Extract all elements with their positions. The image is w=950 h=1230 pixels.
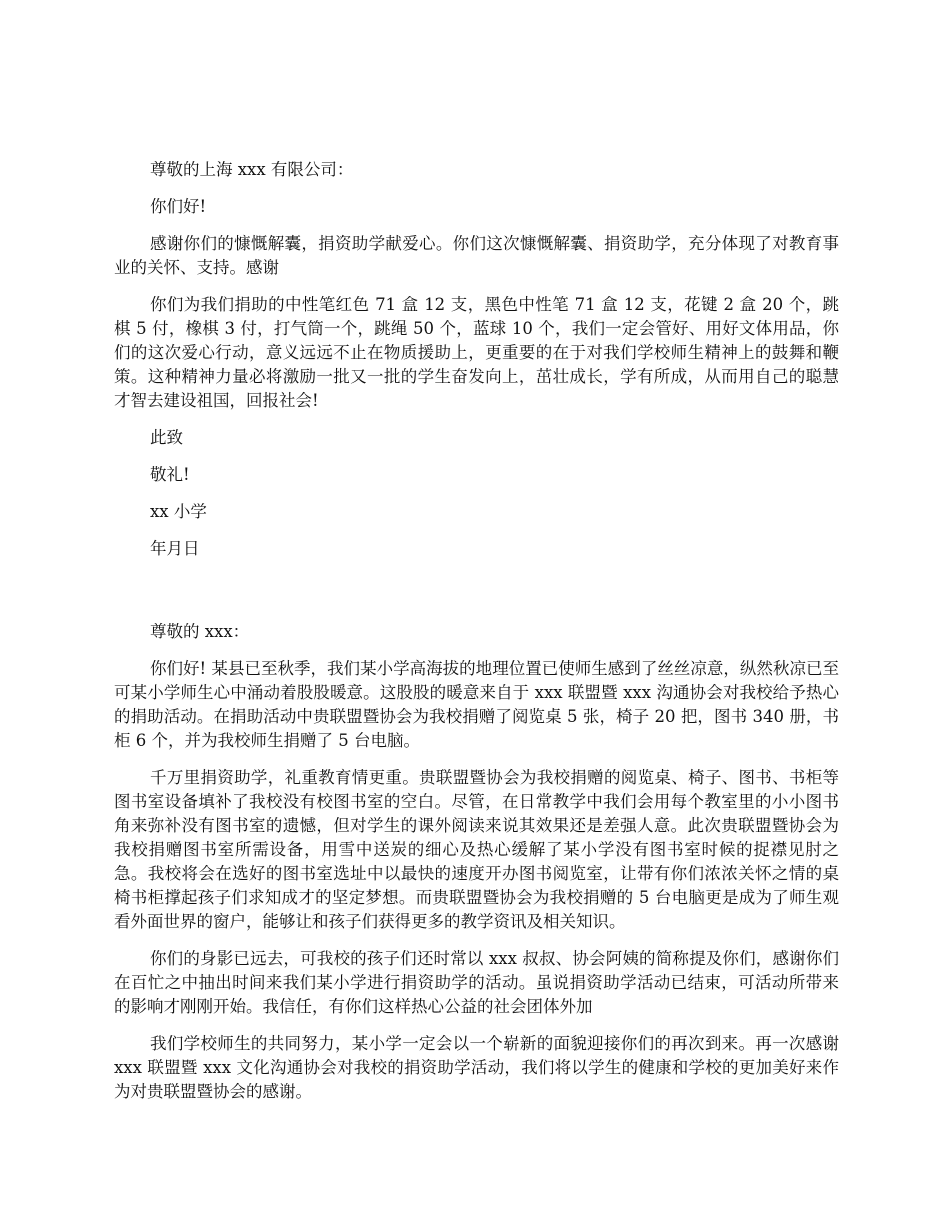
letter-1-date: 年月日 (150, 539, 200, 558)
letter-1-salutation: 尊敬的上海 xxx 有限公司： (150, 160, 354, 179)
letter-2-paragraph: 你们好! 某县已至秋季，我们某小学高海拔的地理位置已使师生感到了丝丝凉意，纵然秋凉已至可某小学师生心中涌动着股股暖意。这股股的暖意来自于 xxx 联盟暨 xxx 沟通协会对我校给予热心的捐助活动。在捐助活动中贵联盟暨协会为我校捐赠了阅览桌 5 张，椅子 20 把，图书 340 册，书柜 6 个，并为我校师生捐赠了 5 台电脑。 (114, 659, 839, 750)
letter-2-paragraph: 你们的身影已远去，可我校的孩子们还时常以 xxx 叔叔、协会阿姨的简称提及你们，感谢你们在百忙之中抽出时间来我们某小学进行捐资助学的活动。虽说捐资助学活动已结束，可活动所带来的影响才刚刚开始。我信任，有你们这样热心公益的社会团体外加 (114, 949, 839, 1016)
letter-2-paragraph: 千万里捐资助学，礼重教育情更重。贵联盟暨协会为我校捐赠的阅览桌、椅子、图书、书柜等图书室设备填补了我校没有校图书室的空白。尽管，在日常教学中我们会用每个教室里的小小图书角来弥补没有图书室的遗憾，但对学生的课外阅读来说其效果还是差强人意。此次贵联盟暨协会为我校捐赠图书室所需设备，用雪中送炭的细心及热心缓解了某小学没有图书室时候的捉襟见肘之急。我校将会在选好的图书室选址中以最快的速度开办图书阅览室，让带有你们浓浓关怀之情的桌椅书柜撑起孩子们求知成才的坚定梦想。而贵联盟暨协会为我校捐赠的 5 台电脑更是成为了师生观看外面世界的窗户，能够让和孩子们获得更多的教学资讯及相关知识。 (114, 768, 839, 931)
letter-1-paragraph: 你们为我们捐助的中性笔红色 71 盒 12 支，黑色中性笔 71 盒 12 支，花键 2 盒 20 个，跳棋 5 付，橡棋 3 付，打气筒一个，跳绳 50 个，蓝球 10 个，我们一定会管好、用好文体用品，你们的这次爱心行动，意义远远不止在物质援助上，更重要的在于对我们学校师生精神上的鼓舞和鞭策。这种精神力量必将激励一批又一批的学生奋发向上，茁壮成长，学有所成，从而用自己的聪慧才智去建设祖国，回报社会! (114, 295, 839, 410)
letter-1-signature: xx 小学 (150, 502, 207, 521)
letter-1-paragraph: 感谢你们的慷慨解囊，捐资助学献爱心。你们这次慷慨解囊、捐资助学，充分体现了对教育事业的关怀、支持。感谢 (114, 234, 839, 277)
letter-1-salute: 敬礼! (150, 465, 190, 484)
letter-separator-space (114, 574, 839, 620)
thank-you-letter-2 (114, 620, 839, 1104)
letter-2-paragraph: 我们学校师生的共同努力，某小学一定会以一个崭新的面貌迎接你们的再次到来。再一次感谢 xxx 联盟暨 xxx 文化沟通协会对我校的捐资助学活动，我们将以学生的健康和学校的更加美好来作为对贵联盟暨协会的感谢。 (114, 1034, 839, 1101)
letter-1-greeting: 你们好! (150, 197, 207, 216)
thank-you-letter-1 (114, 158, 839, 561)
document-body (114, 158, 839, 1117)
letter-2-salutation: 尊敬的 xxx： (150, 622, 250, 641)
letter-1-closing-phrase: 此致 (150, 428, 183, 447)
